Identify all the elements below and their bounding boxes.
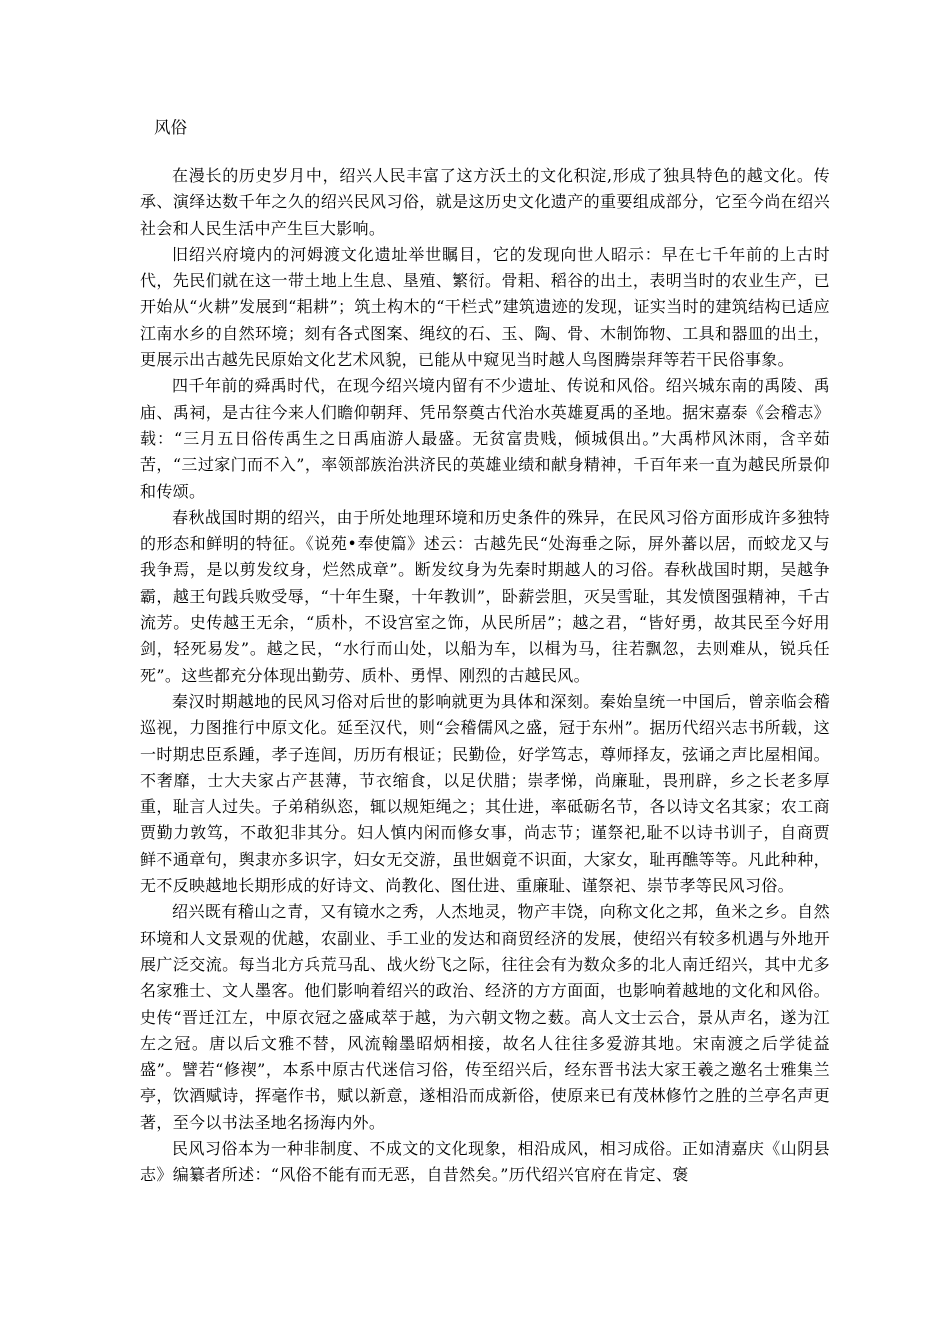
document-body xyxy=(140,163,830,1189)
document-title: 风俗 xyxy=(154,118,187,137)
paragraph-culture-exchange: 绍兴既有稽山之青，又有镜水之秀，人杰地灵，物产丰饶，向称文化之邦，鱼米之乡。自然环境和人文景观的优越，农副业、手工业的发达和商贸经济的发展，使绍兴有较多机遇与外地开展广泛交流。每当北方兵荒马乱、战火纷飞之际，往往会有为数众多的北人南迁绍兴，其中尤多名家雅士、文人墨客。他们影响着绍兴的政治、经济的方方面面，也影响着越地的文化和风俗。史传“晋迁江左，中原衣冠之盛咸萃于越，为六朝文物之薮。高人文士云合，景从声名，遂为江左之冠。唐以后文雅不替，风流翰墨昭炳相接，故名人往往多爱游其地。宋南渡之后学徒益盛”。譬若“修禊”，本系中原古代迷信习俗，传至绍兴后，经东晋书法大家王羲之邀名士雅集兰亭，饮酒赋诗，挥毫作书，赋以新意，遂相沿而成新俗，使原来已有茂林修竹之胜的兰亭名声更著，至今以书法圣地名扬海内外。 xyxy=(140,902,830,1132)
paragraph-spring-autumn: 春秋战国时期的绍兴，由于所处地理环境和历史条件的殊异，在民风习俗方面形成许多独特的形态和鲜明的特征。《说苑•奉使篇》述云：古越先民“处海垂之际，屏外蕃以居，而蛟龙又与我争焉，是以剪发纹身，烂然成章”。断发纹身为先秦时期越人的习俗。春秋战国时期，吴越争霸，越王句践兵败受辱，“十年生聚，十年教训”，卧薪尝胆，灭吴雪耻，其发愤图强精神，千古流芳。史传越王无余，“质朴，不设宫室之饰，从民所居”；越之君，“皆好勇，故其民至今好用剑，轻死易发”。越之民，“水行而山处，以船为车，以楫为马，往若飘忽，去则难从，锐兵任死”。这些都充分体现出勤劳、质朴、勇悍、刚烈的古越民风。 xyxy=(140,507,830,685)
paragraph-shun-yu: 四千年前的舜禹时代，在现今绍兴境内留有不少遗址、传说和风俗。绍兴城东南的禹陵、禹庙、禹祠，是古往今来人们瞻仰朝拜、凭吊祭奠古代治水英雄夏禹的圣地。据宋嘉泰《会稽志》载：“三月五日俗传禹生之日禹庙游人最盛。无贫富贵贱，倾城俱出。”大禹栉风沐雨，含辛茹苦，“三过家门而不入”，率领部族治洪济民的英雄业绩和献身精神，千百年来一直为越民所景仰和传颂。 xyxy=(140,376,830,501)
paragraph-customs: 民风习俗本为一种非制度、不成文的文化现象，相沿成风，相习成俗。正如清嘉庆《山阴县志》编纂者所述：“风俗不能有而无恶，自昔然矣。”历代绍兴官府在肯定、褒 xyxy=(140,1138,830,1185)
paragraph-intro: 在漫长的历史岁月中，绍兴人民丰富了这方沃土的文化积淀,形成了独具特色的越文化。传承、演绎达数千年之久的绍兴民风习俗，就是这历史文化遗产的重要组成部分，它至今尚在绍兴社会和人民生活中产生巨大影响。 xyxy=(140,166,830,238)
paragraph-qin-han: 秦汉时期越地的民风习俗对后世的影响就更为具体和深刻。秦始皇统一中国后，曾亲临会稽巡视，力图推行中原文化。延至汉代，则“会稽儒风之盛，冠于东州”。据历代绍兴志书所载，这一时期忠臣系踵，孝子连闾，历历有根证；民勤俭，好学笃志，尊师择友，弦诵之声比屋相闻。不奢靡，士大夫家占产甚薄，节衣缩食，以足伏腊；崇孝悌，尚廉耻，畏刑辟，乡之长老多厚重，耻言人过失。子弟稍纵恣，辄以规矩绳之；其仕进，率砥砺名节，各以诗文名其家；农工商贾勤力敦笃，不敢犯非其分。妇人慎内闲而修女事，尚志节；谨祭祀,耻不以诗书训子，自商贾鲜不通章句，舆隶亦多识字，妇女无交游，虽世姻竟不识面，大家女，耻再醮等等。凡此种种，无不反映越地长期形成的好诗文、尚教化、图仕进、重廉耻、谨祭祀、崇节孝等民风习俗。 xyxy=(140,691,830,896)
paragraph-hemudu: 旧绍兴府境内的河姆渡文化遗址举世瞩目，它的发现向世人昭示：早在七千年前的上古时代，先民们就在这一带土地上生息、垦殖、繁衍。骨耜、稻谷的出土，表明当时的农业生产，已开始从“火耕”发展到“耜耕”；筑土构木的“干栏式”建筑遗迹的发现，证实当时的建筑结构已适应江南水乡的自然环境；刻有各式图案、绳纹的石、玉、陶、骨、木制饰物、工具和器皿的出土，更展示出古越先民原始文化艺术风貌，已能从中窥见当时越人鸟图腾崇拜等若干民俗事象。 xyxy=(140,244,830,370)
